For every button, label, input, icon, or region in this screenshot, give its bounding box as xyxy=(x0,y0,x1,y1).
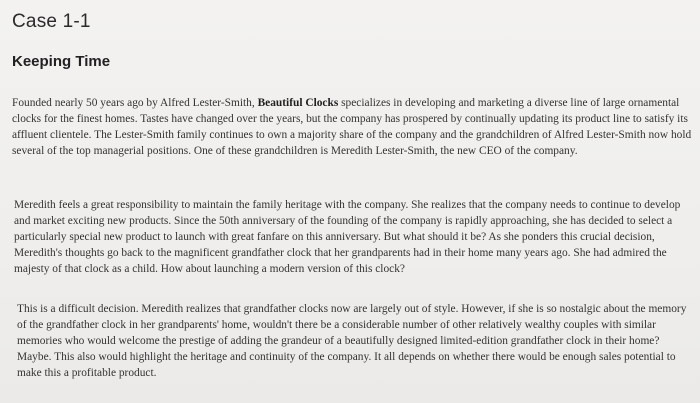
paragraph-1-body: specializes in developing and marketing a diverse line of large ornamental clocks for the finest homes. Tastes have changed over the years, but the company has prospered by continually updating its product line to satisfy its affluent clientele. The Lester-Smith family continues to own a majority share of the company and the grandchildren of Alfred Lester-Smith now hold several of the top managerial positions. One of these grandchildren is Meredith Lester-Smith, the new CEO of the company. xyxy=(12,97,692,157)
paragraph-1 xyxy=(12,95,692,159)
paragraph-3: This is a difficult decision. Meredith realizes that grandfather clocks now are largely out of style. However, if she is so nostalgic about the memory of the grandfather clock in her grandparents' home, wouldn't there be a considerable number of other relatively wealthy couples with similar memories who would welcome the prestige of adding the grandeur of a beautifully designed limited-edition grandfather clock in their home? Maybe. This also would highlight the heritage and continuity of the company. It all depends on whether there would be enough sales potential to make this a profitable product. xyxy=(17,303,687,379)
paragraph-1-intro: Founded nearly 50 years ago by Alfred Lester-Smith, xyxy=(12,97,258,109)
company-name: Beautiful Clocks xyxy=(257,97,339,109)
case-label: Case 1-1 xyxy=(12,11,91,32)
section-title: Keeping Time xyxy=(12,53,111,70)
paragraph-2: Meredith feels a great responsibility to maintain the family heritage with the company. She realizes that the company needs to continue to develop and market exciting new products. Since the 50th anniversary of the founding of the company is rapidly approaching, she has decided to select a particularly special new product to launch with great fanfare on this anniversary. But what should it be? As she ponders this crucial decision, Meredith's thoughts go back to the magnificent grandfather clock that her grandparents had in their home many years ago. She had admired the majesty of that clock as a child. How about launching a modern version of this clock? xyxy=(14,199,681,275)
